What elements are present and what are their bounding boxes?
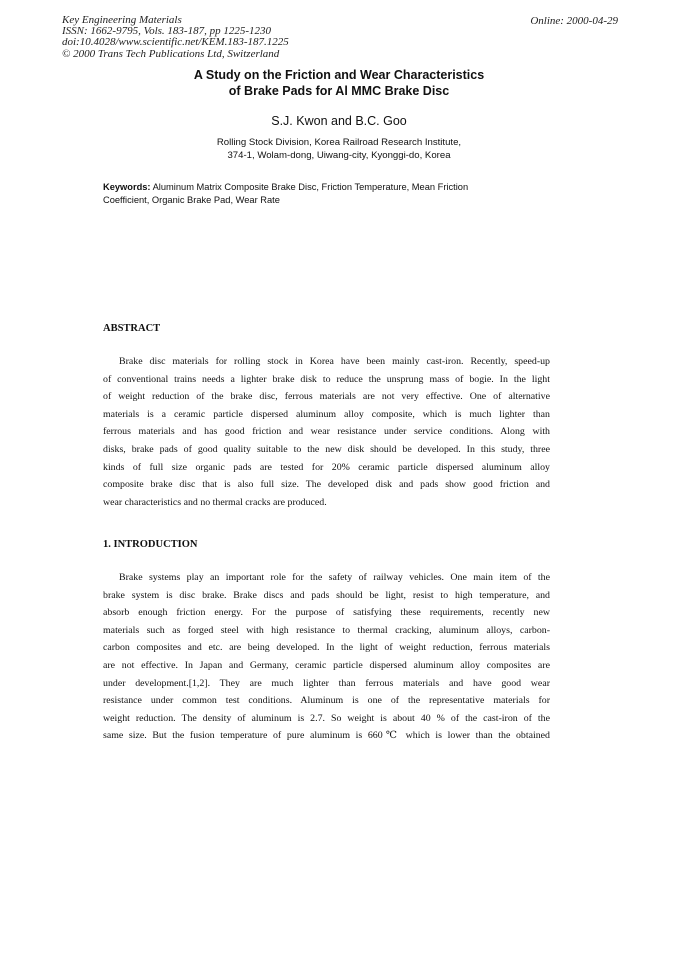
introduction-heading: 1. INTRODUCTION bbox=[103, 539, 198, 550]
affiliation-line-1: Rolling Stock Division, Korea Railroad Research Institute, bbox=[216, 137, 462, 148]
journal-name: Key Engineering Materials bbox=[62, 14, 182, 26]
title-line-2: of Brake Pads for Al MMC Brake Disc bbox=[228, 83, 450, 98]
issn-line: ISSN: 1662-9795, Vols. 183-187, pp 1225-1230 bbox=[62, 25, 271, 38]
introduction-line: same size. But the fusion temperature of pure aluminum is 660℃ which is lower than the obtained bbox=[103, 730, 550, 742]
abstract-line: materials is a ceramic particle dispersed aluminum alloy composite, which is much lighter than bbox=[103, 408, 550, 420]
introduction-line: absorb enough friction energy. For the purpose of satisfying these requirements, recently new bbox=[103, 607, 550, 619]
introduction-line: are not effective. In Japan and Germany, ceramic particle dispersed aluminum alloy composites are bbox=[103, 659, 550, 671]
abstract-body bbox=[103, 353, 550, 511]
affiliation-line-2: 374-1, Wolam-dong, Uiwang-city, Kyonggi-do, Korea bbox=[227, 149, 451, 161]
abstract-line: of weight reduction of the brake disc, ferrous materials are not very effective. One of alternative bbox=[103, 391, 550, 403]
abstract-line: Brake disc materials for rolling stock in Korea have been mainly cast-iron. Recently, speed-up bbox=[119, 356, 550, 367]
affiliation bbox=[0, 137, 678, 162]
journal-header bbox=[62, 15, 289, 60]
introduction-line: brake system is disc brake. Brake discs and pads should be light, resist to high temperature, and bbox=[103, 589, 550, 601]
online-date: Online: 2000-04-29 bbox=[530, 15, 618, 27]
abstract-line: composite brake disc that is also full size. The developed disk and pads show good friction and bbox=[103, 479, 550, 491]
abstract-heading: ABSTRACT bbox=[103, 323, 161, 334]
abstract-line: of conventional trains needs a lighter brake disk to reduce the unsprung mass of bogie. In the light bbox=[103, 373, 550, 385]
abstract-line: disks, brake pads of good quality suitable to the new disk should be developed. In this study, three bbox=[103, 443, 550, 455]
abstract-line: wear characteristics and no thermal cracks are produced. bbox=[103, 496, 327, 508]
doi-line[interactable]: doi:10.4028/www.scientific.net/KEM.183-187.1225 bbox=[62, 36, 289, 49]
introduction-line: resistance under common test conditions. Aluminum is one of the representative materials for bbox=[103, 695, 550, 707]
introduction-body bbox=[103, 569, 550, 745]
introduction-line: weight reduction. The density of aluminum is 2.7. So weight is about 40 % of the cast-iron of the bbox=[103, 712, 550, 724]
introduction-line: materials such as forged steel with high resistance to thermal cracking, aluminum alloys, carbon- bbox=[103, 624, 550, 636]
keywords-line-1 bbox=[103, 181, 563, 194]
abstract-line: kinds of full size organic pads are tested for 20% ceramic particle dispersed aluminum alloy bbox=[103, 461, 550, 473]
keywords bbox=[103, 181, 563, 206]
keywords-text-1: Aluminum Matrix Composite Brake Disc, Friction Temperature, Mean Friction bbox=[152, 182, 469, 192]
copyright-line: © 2000 Trans Tech Publications Ltd, Switzerland bbox=[62, 47, 280, 60]
introduction-line: under development.[1,2]. They are much lighter than ferrous materials and have good wear bbox=[103, 677, 550, 689]
keywords-label: Keywords: bbox=[103, 182, 151, 192]
paper-title bbox=[0, 68, 678, 99]
authors: S.J. Kwon and B.C. Goo bbox=[271, 114, 407, 128]
introduction-line: carbon composites and etc. are being developed. In the light of weight reduction, ferrous materials bbox=[103, 642, 550, 654]
keywords-text-2: Coefficient, Organic Brake Pad, Wear Rate bbox=[103, 194, 280, 205]
abstract-line: ferrous materials and has good friction and wear resistance under service conditions. Along with bbox=[103, 426, 550, 438]
title-line-1: A Study on the Friction and Wear Characteristics bbox=[193, 68, 485, 82]
introduction-line: Brake systems play an important role for the safety of railway vehicles. One main item of the bbox=[119, 572, 550, 583]
